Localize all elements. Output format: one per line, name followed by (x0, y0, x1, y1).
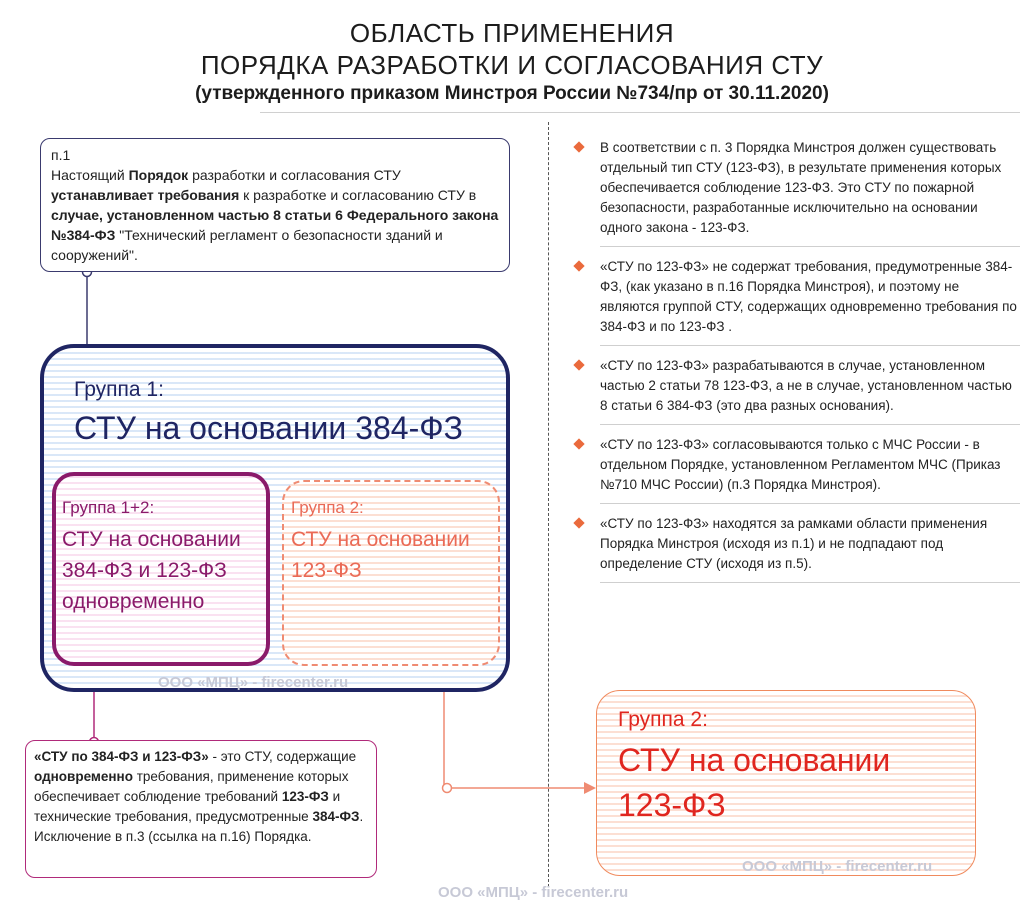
group1-label: Группа 1: (74, 378, 164, 401)
note2-b2: одновременно (34, 769, 133, 784)
diamond-bullet-icon (573, 517, 584, 528)
group1-title: СТУ на основании 384-ФЗ (74, 410, 463, 446)
bullet-divider (600, 503, 1020, 504)
note-p1 (40, 138, 510, 272)
note2-t2: требования, применение которых обеспечивает соблюдение требований (34, 769, 349, 804)
bullet-item (572, 514, 1020, 574)
bullet-divider (600, 424, 1020, 425)
watermark-group2: ООО «МПЦ» - firecenter.ru (742, 858, 933, 875)
group12-label: Группа 1+2: (62, 498, 155, 517)
diamond-bullet-icon (573, 438, 584, 449)
diamond-bullet-icon (573, 141, 584, 152)
note2-t1: - это СТУ, содержащие (208, 749, 357, 764)
note2-t4: . Исключение в п.3 (ссылка на п.16) Порядка. (34, 809, 364, 844)
note-p1-t2: разработки и согласования СТУ (188, 167, 401, 183)
group2-outer-label: Группа 2: (618, 708, 708, 731)
bullet-divider (600, 345, 1020, 346)
bullet-text: «СТУ по 123-ФЗ» разрабатываются в случае, установленном частью 2 статьи 78 123-ФЗ, а не в случае, установленном частью 8 статьи 6 384-ФЗ (это два разных основания). (600, 358, 1012, 413)
bullet-item (572, 257, 1020, 337)
group2-outer-text: СТУ на основании 123-ФЗ (618, 742, 891, 823)
note-p1-b2: устанавливает требования (51, 187, 240, 203)
note-group12-definition (25, 740, 377, 878)
connector-dot-group2 (443, 784, 452, 793)
bullet-text: «СТУ по 123-ФЗ» находятся за рамками области применения Порядка Минстроя (исходя из п.1) и не подпадают под определение СТУ (исходя из п.5). (600, 516, 988, 571)
note-p1-text (51, 165, 499, 265)
bullet-text: В соответствии с п. 3 Порядка Минстроя должен существовать отдельный тип СТУ (123-ФЗ), в результате применения которых обеспечивается соблюдение 123-ФЗ. Это СТУ по пожарной безопасности, разработанные исключительно на основании одного закона - 123-ФЗ. (600, 140, 1002, 235)
note-p1-b3: случае, установленном частью 8 статьи 6 Федерального закона №384-ФЗ (51, 207, 499, 243)
diamond-bullet-icon (573, 260, 584, 271)
note2-b3: 123-ФЗ (281, 789, 329, 804)
group2-inner-text: СТУ на основании 123-ФЗ (291, 528, 470, 582)
group2-inner-label: Группа 2: (291, 498, 364, 517)
bullet-item (572, 138, 1020, 238)
bullet-text: «СТУ по 123-ФЗ» согласовываются только с МЧС России - в отдельном Порядке, установленном Регламентом МЧС (Приказ №710 МЧС России) (п.3 Порядка Минстроя). (600, 437, 1001, 492)
note2-t3: и технические требования, предусмотренные (34, 789, 341, 824)
diamond-bullet-icon (573, 359, 584, 370)
bullet-text: «СТУ по 123-ФЗ» не содержат требования, предумотренные 384-ФЗ, (как указано в п.16 Порядка Минстроя), и поэтому не являются группой СТУ, содержащих одновременно требования по 384-ФЗ и по 123-ФЗ . (600, 259, 1017, 334)
note-p1-label: п.1 (51, 147, 71, 163)
note-p1-b1: Порядок (128, 167, 189, 183)
bullet-divider (600, 582, 1020, 583)
arrowhead-icon (584, 782, 596, 794)
note2-b4: 384-ФЗ (312, 809, 360, 824)
note-p1-t1: Настоящий (51, 167, 129, 183)
note-p1-t4: "Технический регламент о безопасности зданий и сооружений". (51, 227, 443, 263)
group12-text: СТУ на основании 384-ФЗ и 123-ФЗ одновременно (62, 528, 241, 613)
page-title-line2: ПОРЯДКА РАЗРАБОТКИ И СОГЛАСОВАНИЯ СТУ (200, 50, 824, 80)
bullet-divider (600, 246, 1020, 247)
page-subtitle: (утвержденного приказом Минстроя России №734/пр от 30.11.2020) (195, 83, 829, 104)
bullet-item (572, 435, 1020, 495)
note2-b1: «СТУ по 384-ФЗ и 123-ФЗ» (34, 749, 209, 764)
watermark-group1: ООО «МПЦ» - firecenter.ru (158, 674, 349, 691)
bullet-list (572, 138, 1020, 593)
watermark-footer: ООО «МПЦ» - firecenter.ru (438, 884, 629, 901)
page-title-line1: ОБЛАСТЬ ПРИМЕНЕНИЯ (349, 18, 675, 48)
note-p1-t3: к разработке и согласованию СТУ в (239, 187, 477, 203)
bullet-item (572, 356, 1020, 416)
